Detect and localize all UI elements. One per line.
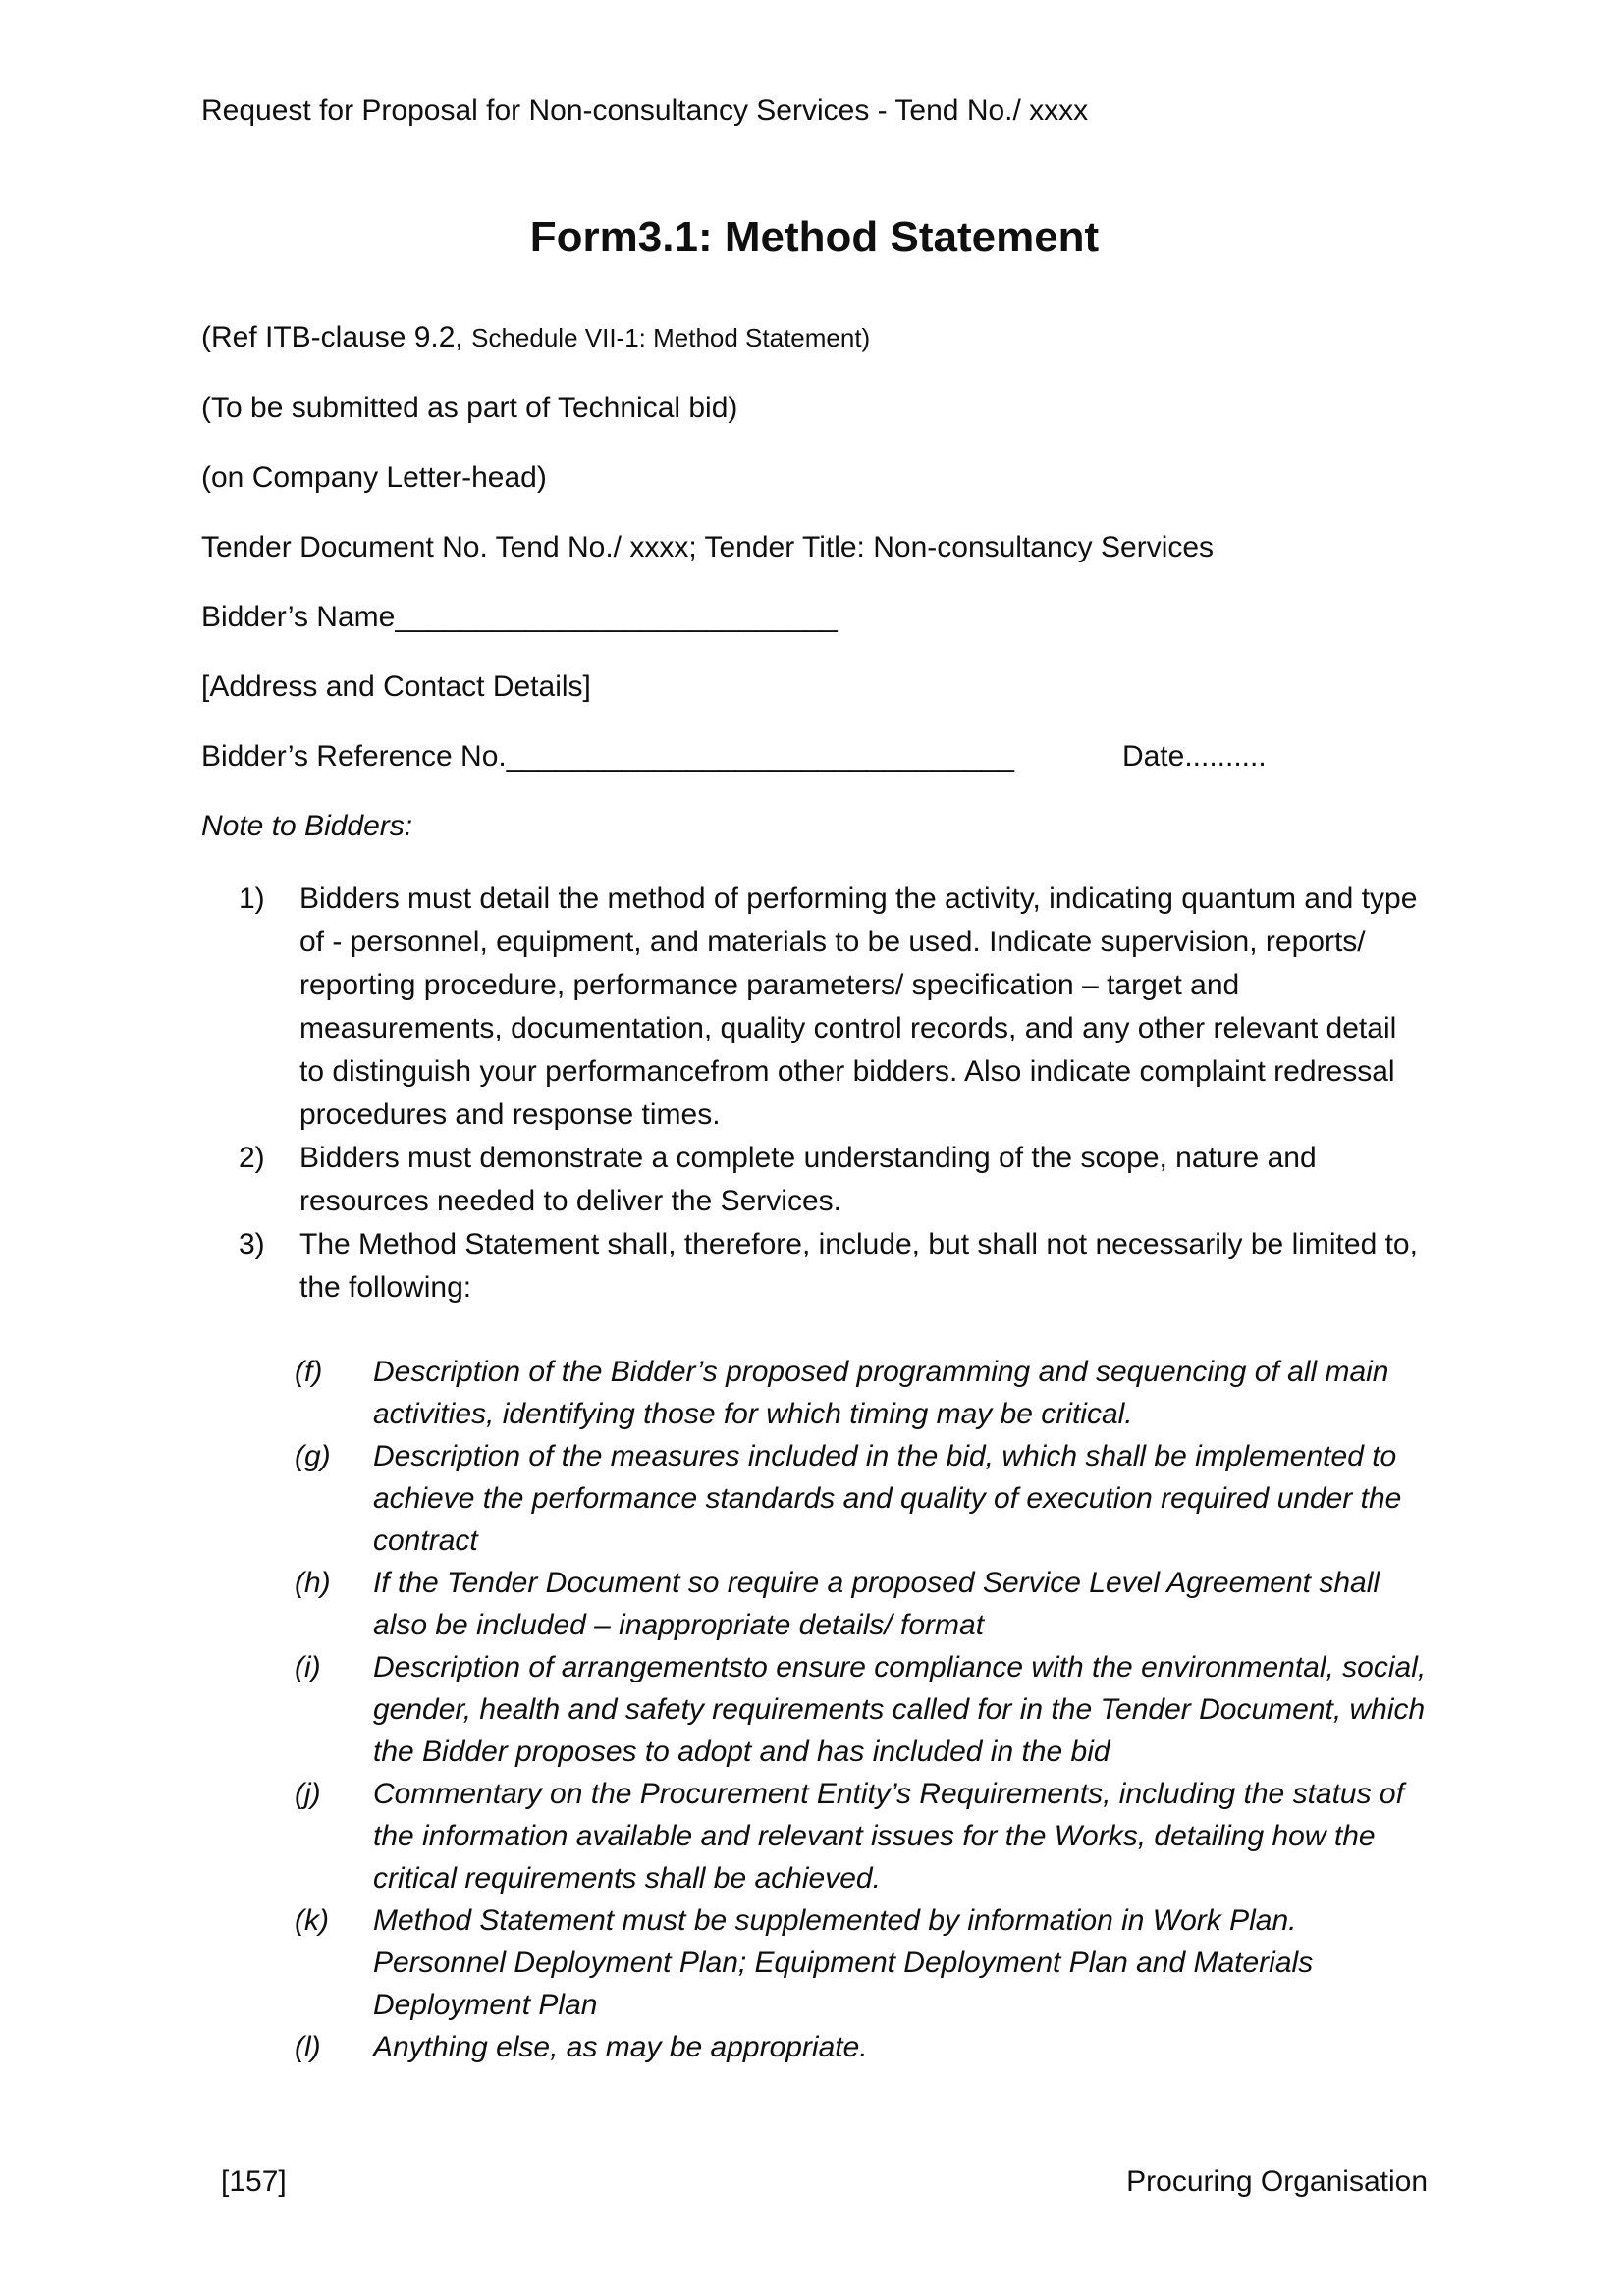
lettered-item-text: Description of the Bidder’s proposed programming and sequencing of all main activities, identifying those for which timing may be critical.: [373, 1356, 1389, 1430]
note-to-bidders-heading: Note to Bidders:: [201, 810, 413, 842]
numbered-item-label: 2): [239, 1142, 265, 1174]
lettered-item-label: (g): [295, 1440, 331, 1472]
lettered-item-j: [201, 1773, 1428, 1899]
numbered-item-label: 1): [239, 882, 265, 915]
numbered-item-text: Bidders must demonstrate a complete understanding of the scope, nature and resources needed to deliver the Services.: [299, 1142, 1317, 1217]
lettered-item-text: Commentary on the Procurement Entity’s Requirements, including the status of the information available and relevant issues for the Works, detailing how the critical requirements shall be achieved.: [373, 1778, 1404, 1895]
numbered-item-text: Bidders must detail the method of performing the activity, indicating quantum and type of - personnel, equipment, and materials to be used. Indicate supervision, reports/ reporting procedure, performance parameters/ specification – target and measurements, documentation, quality control records, and any other relevant detail to distinguish your performancefrom other bidders. Also indicate complaint redressal procedures and response times.: [299, 882, 1418, 1131]
reference-label: Bidder’s Reference No._______________________________: [201, 740, 1014, 773]
bidder-name-line: Bidder’s Name___________________________: [201, 601, 838, 633]
lettered-item-label: (k): [295, 1904, 329, 1937]
lettered-item-g: [201, 1435, 1428, 1562]
date-label: Date..........: [1121, 740, 1267, 773]
ref-line-schedule: Schedule VII-1: Method Statement): [471, 323, 871, 352]
tender-line: Tender Document No. Tend No./ xxxx; Tender Title: Non-consultancy Services: [201, 531, 1215, 563]
lettered-item-k: [201, 1899, 1428, 2026]
page-header: Request for Proposal for Non-consultancy Services - Tend No./ xxxx: [201, 94, 1089, 127]
numbered-item-label: 3): [239, 1228, 265, 1260]
lettered-item-label: (l): [295, 2031, 321, 2063]
submission-line: (To be submitted as part of Technical bid): [201, 392, 738, 424]
lettered-item-text: Description of the measures included in the bid, which shall be implemented to achieve the performance standards and quality of execution required under the contract: [373, 1440, 1402, 1557]
address-line: [Address and Contact Details]: [201, 670, 591, 703]
lettered-item-text: Method Statement must be supplemented by information in Work Plan. Personnel Deployment Plan; Equipment Deployment Plan and Materials Deployment Plan: [373, 1904, 1314, 2021]
lettered-item-h: [201, 1562, 1428, 1646]
lettered-item-label: (i): [295, 1651, 321, 1683]
letterhead-line: (on Company Letter-head): [201, 461, 547, 494]
numbered-item-3: [201, 1223, 1428, 1309]
reference-line: [201, 738, 1428, 774]
lettered-sublist: [201, 1351, 1428, 2068]
numbered-notes-list: [201, 878, 1428, 1309]
ref-line: [201, 319, 1428, 356]
page-footer: [221, 2164, 1428, 2200]
numbered-item-text: The Method Statement shall, therefore, include, but shall not necessarily be limited to, the following:: [299, 1228, 1418, 1304]
ref-line-main: (Ref ITB-clause 9.2,: [201, 321, 463, 353]
lettered-item-text: Anything else, as may be appropriate.: [373, 2031, 868, 2063]
lettered-item-text: If the Tender Document so require a proposed Service Level Agreement shall also be included – inappropriate details/ format: [373, 1567, 1380, 1641]
lettered-item-label: (j): [295, 1778, 321, 1810]
lettered-item-label: (f): [295, 1356, 323, 1388]
numbered-item-1: [201, 878, 1428, 1137]
lettered-item-text: Description of arrangementsto ensure compliance with the environmental, social, gender, health and safety requirements called for in the Tender Document, which the Bidder proposes to adopt and has included in the bid: [373, 1651, 1427, 1768]
form-title: Form3.1: Method Statement: [529, 213, 1100, 261]
page-number: [157]: [221, 2165, 287, 2198]
footer-organisation: Procuring Organisation: [1126, 2165, 1428, 2198]
numbered-item-2: [201, 1137, 1428, 1223]
lettered-item-f: [201, 1351, 1428, 1435]
lettered-item-l: [201, 2026, 1428, 2068]
lettered-item-label: (h): [295, 1567, 331, 1599]
lettered-item-i: [201, 1646, 1428, 1773]
